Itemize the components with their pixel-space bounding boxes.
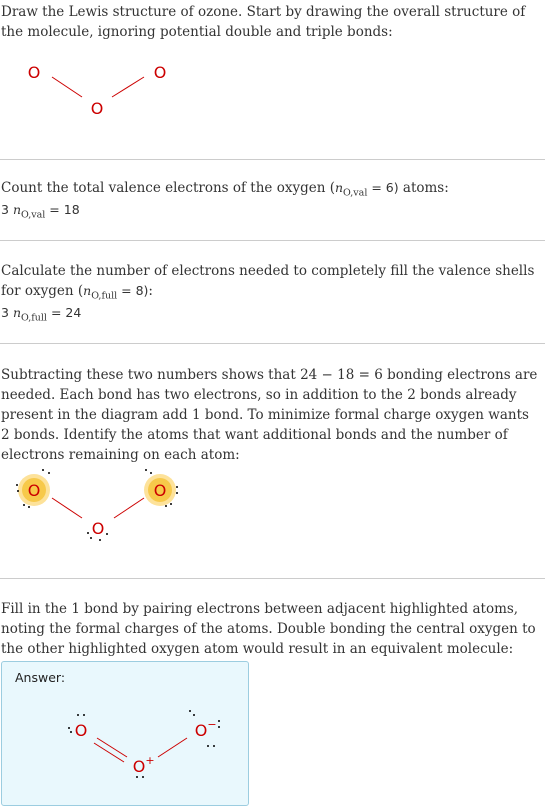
oxygen-atom-left: O (27, 63, 41, 82)
step3-text: Calculate the number of electrons needed to completely fill the valence shells for oxygen $(n_{O,full} = 8)$: (1, 263, 535, 302)
answer-diagram (2, 662, 248, 805)
step2-result: 3 $n_{O,val} = 18$ (1, 202, 80, 221)
answer-box (1, 661, 249, 806)
oxygen-atom-left: O (74, 721, 88, 740)
step3-result: 3 $n_{O,full} = 24$ (1, 305, 82, 324)
highlighted-diagram (0, 460, 545, 570)
positive-charge: + (145, 754, 155, 767)
negative-charge: − (207, 718, 217, 731)
separator (0, 578, 545, 579)
oxygen-atom-center: O (132, 757, 146, 776)
separator (0, 159, 545, 160)
oxygen-atom-right: O (153, 63, 167, 82)
bond-left (52, 77, 82, 97)
step4-text: Subtracting these two numbers shows that 24 − 18 = 6 bonding electrons are needed. Each bond has two electrons, so in addition to the 2 bonds already present in the diagram add 1 bond. To minimize formal charge oxygen wants 2 bonds. Identify the atoms that want additional bonds and the number of electrons remaining on each atom: (1, 367, 538, 463)
skeleton-diagram (0, 50, 545, 170)
oxygen-atom-center: O (91, 519, 105, 538)
answer-label: Answer: (15, 670, 66, 685)
oxygen-atom-center: O (90, 99, 104, 118)
bond-right (112, 77, 144, 97)
oxygen-atom-right: O (153, 481, 167, 500)
oxygen-atom-left: O (27, 481, 41, 500)
bond-left (52, 498, 82, 518)
separator (0, 240, 545, 241)
separator (0, 343, 545, 344)
step5-text: Fill in the 1 bond by pairing electrons between adjacent highlighted atoms, noting the formal charges of the atoms. Double bonding the central oxygen to the other highlighted oxygen atom would result in an equivalent molecule: (1, 601, 536, 657)
single-bond (158, 738, 187, 757)
step1-text: Draw the Lewis structure of ozone. Start by drawing the overall structure of the molecule, ignoring potential double and triple bonds: (1, 4, 526, 40)
oxygen-atom-right: O (194, 721, 208, 740)
bond-right (114, 498, 144, 518)
step2-text: Count the total valence electrons of the oxygen $(n_{O,val} = 6)$ atoms: (1, 180, 449, 199)
